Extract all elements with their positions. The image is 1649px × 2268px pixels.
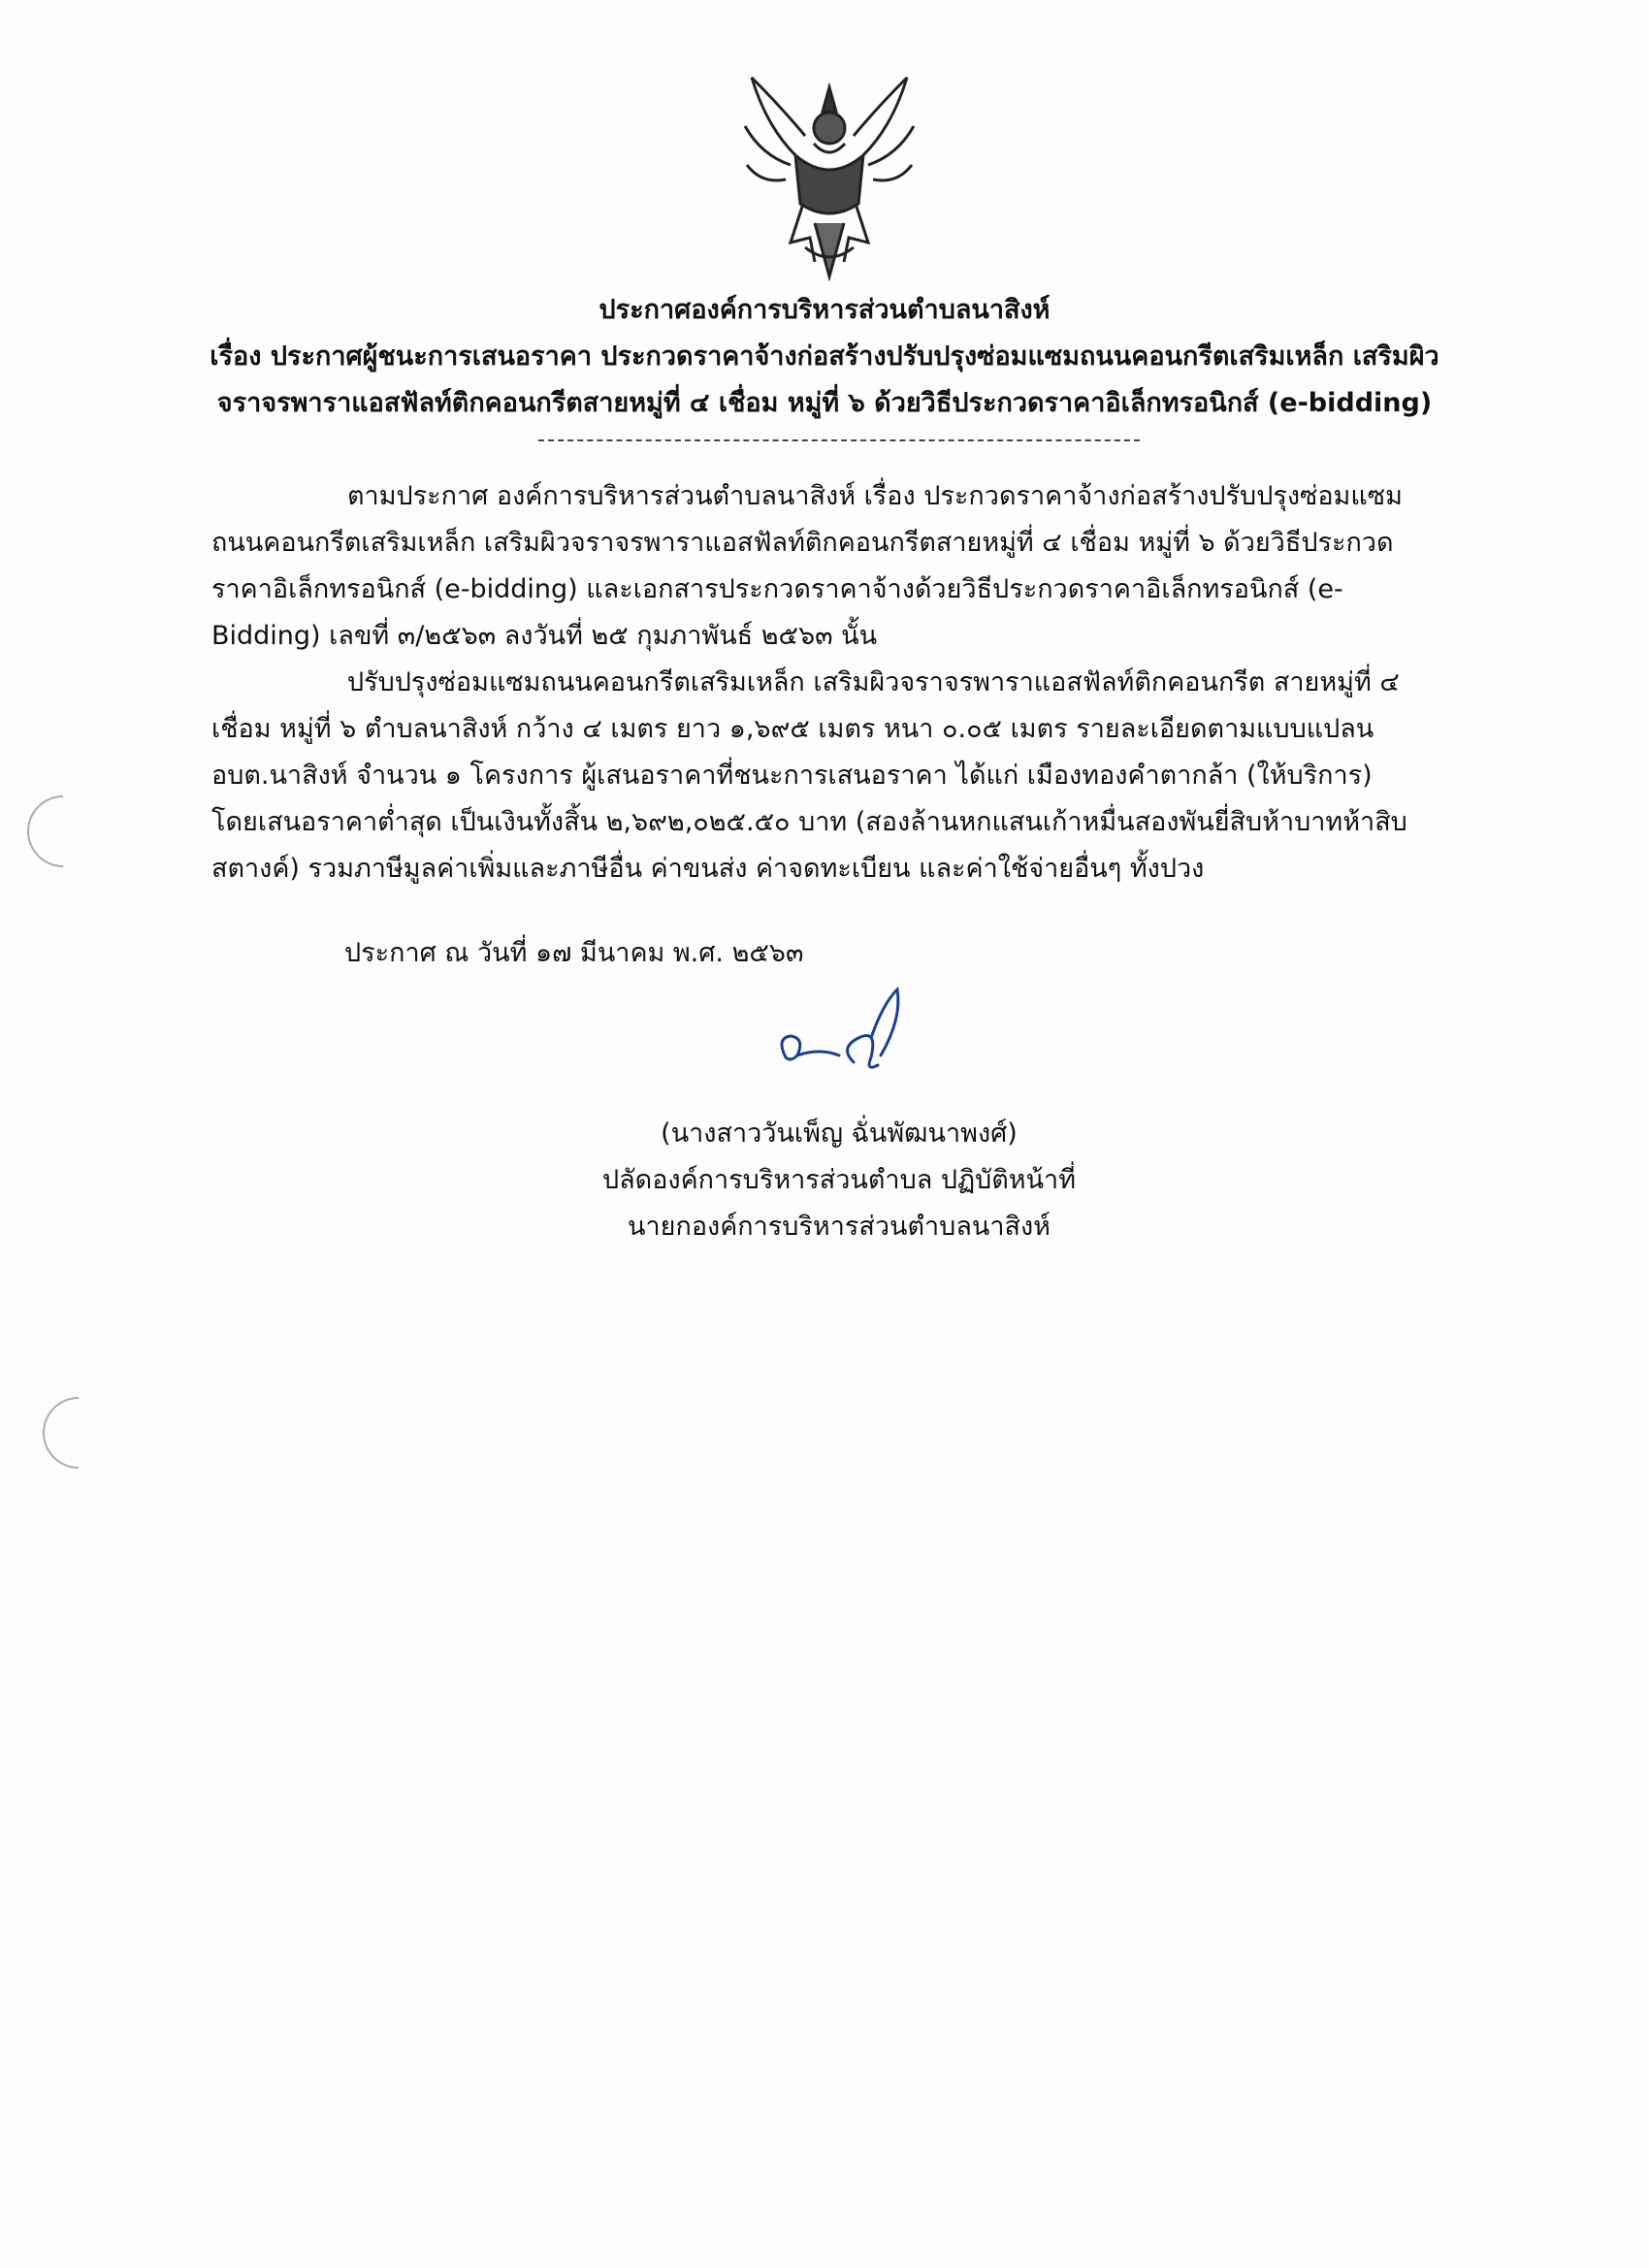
announcement-date: ประกาศ ณ วันที่ ๑๗ มีนาคม พ.ศ. ๒๕๖๓ — [344, 938, 804, 968]
punch-hole-bottom — [28, 1382, 130, 1484]
garuda-emblem-icon — [737, 68, 922, 281]
punch-hole-top — [13, 781, 114, 883]
heading-separator — [538, 439, 1140, 441]
paragraph-award: ปรับปรุงซ่อมแซมถนนคอนกรีตเสริมเหล็ก เสริมผิวจราจรพาราแอสฟัลท์ติกคอนกรีต สายหมู่ที่ ๔ เชื่อม หมู่ที่ ๖ ตำบลนาสิงห์ กว้าง ๔ เมตร ยาว ๑,๖๙๕ เมตร หนา ๐.๐๕ เมตร รายละเอียดตามแบบแปลน อบต.นาสิงห์ จำนวน ๑ โครงการ ผู้เสนอราคาที่ชนะการเสนอราคา ได้แก่ เมืองทองคำตากล้า (ให้บริการ) โดยเสนอราคาต่ำสุด เป็นเงินทั้งสิ้น ๒,๖๙๒,๐๒๕.๕๐ บาท (สองล้านหกแสนเก้าหมื่นสองพันยี่สิบห้าบาทห้าสิบสตางค์) รวมภาษีมูลค่าเพิ่มและภาษีอื่น ค่าขนส่ง ค่าจดทะเบียน และค่าใช้จ่ายอื่นๆ ทั้งปวง — [211, 667, 1407, 884]
signer-block — [563, 1111, 1116, 1250]
announcement-heading: ประกาศองค์การบริหารส่วนตำบลนาสิงห์ — [598, 295, 1051, 325]
signature-icon — [766, 970, 931, 1086]
signer-name: (นางสาววันเพ็ญ ฉั่นพัฒนาพงศ์) — [661, 1118, 1018, 1149]
paragraph-reference: ตามประกาศ องค์การบริหารส่วนตำบลนาสิงห์ เรื่อง ประกวดราคาจ้างก่อสร้างปรับปรุงซ่อมแซมถนนคอนกรีตเสริมเหล็ก เสริมผิวจราจรพาราแอสฟัลท์ติกคอนกรีตสายหมู่ที่ ๔ เชื่อม หมู่ที่ ๖ ด้วยวิธีประกวดราคาอิเล็กทรอนิกส์ (e-bidding) และเอกสารประกวดราคาจ้างด้วยวิธีประกวดราคาอิเล็กทรอนิกส์ (e-Bidding) เลขที่ ๓/๒๕๖๓ ลงวันที่ ๒๕ กุมภาพันธ์ ๒๕๖๓ นั้น — [211, 481, 1403, 651]
document-body — [211, 473, 1424, 892]
signer-acting-as: นายกองค์การบริหารส่วนตำบลนาสิงห์ — [628, 1212, 1051, 1242]
signer-position: ปลัดองค์การบริหารส่วนตำบล ปฏิบัติหน้าที่ — [601, 1165, 1076, 1195]
subject-line-2: จราจรพาราแอสฟัลท์ติกคอนกรีตสายหมู่ที่ ๔ เชื่อม หมู่ที่ ๖ ด้วยวิธีประกวดราคาอิเล็กทรอนิกส์ (e-bidding) — [216, 388, 1433, 418]
subject-line-1: เรื่อง ประกาศผู้ชนะการเสนอราคา ประกวดราคาจ้างก่อสร้างปรับปรุงซ่อมแซมถนนคอนกรีตเสริมเหล็ก เสริมผิว — [210, 341, 1439, 372]
